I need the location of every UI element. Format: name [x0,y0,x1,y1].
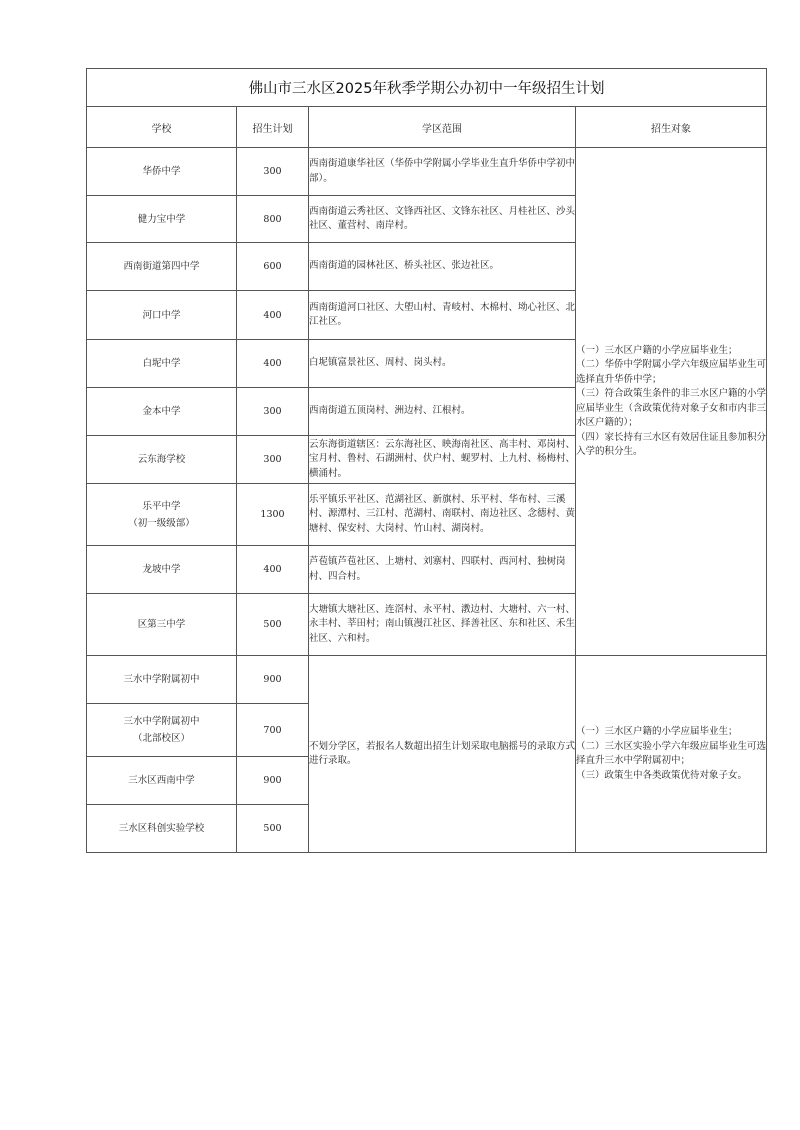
enrollment-target-upper [576,148,767,656]
district-scope: 西南街道五顶岗村、洲边村、江根村。 [309,388,576,436]
district-scope: 大塘镇大塘社区、连滘村、永平村、漖边村、大塘村、六一村、永丰村、莘田村；南山镇漫江社区、择善社区、东和社区、禾生社区、六和村。 [309,594,576,656]
plan-count: 300 [237,388,309,436]
school-name: 三水中学附属初中 [87,656,237,704]
plan-count: 300 [237,436,309,484]
enrollment-target-lower [576,656,767,853]
district-scope: 西南街道云秀社区、文锋西社区、文锋东社区、月桂社区、沙头社区、董营村、南岸村。 [309,196,576,243]
school-name: 华侨中学 [87,148,237,196]
district-scope: 西南街道河口社区、大塱山村、青岐村、木棉村、坳心社区、北江社区。 [309,291,576,340]
school-name: 三水区科创实验学校 [87,805,237,853]
district-scope: 乐平镇乐平社区、范湖社区、新旗村、乐平村、华布村、三溪村、源潭村、三江村、范湖村、南联村、南边社区、念德村、黄塘村、保安村、大岗村、竹山村、湖岗村。 [309,484,576,546]
school-name: 云东海学校 [87,436,237,484]
table-row [87,148,767,196]
header-school: 学校 [87,107,237,148]
target-item: （四）家长持有三水区有效居住证且参加积分入学的积分生。 [576,431,767,457]
header-plan: 招生计划 [237,107,309,148]
school-name: 金本中学 [87,388,237,436]
plan-count: 500 [237,805,309,853]
header-target: 招生对象 [576,107,767,148]
table-title: 佛山市三水区2025年秋季学期公办初中一年级招生计划 [87,69,767,107]
target-item: （一）三水区户籍的小学应届毕业生； [576,344,738,356]
plan-count: 700 [237,704,309,757]
school-name: 河口中学 [87,291,237,340]
plan-count: 400 [237,291,309,340]
school-name: 三水中学附属初中 （北部校区） [87,704,237,757]
plan-count: 500 [237,594,309,656]
target-item: （二）华侨中学附属小学六年级应届毕业生可选择直升华侨中学； [576,359,767,385]
school-name: 乐平中学 （初一级级部） [87,484,237,546]
target-item: （三）符合政策生条件的非三水区户籍的小学应届毕业生（含政策优待对象子女和市内非三水区户籍的）； [576,388,767,428]
school-name: 健力宝中学 [87,196,237,243]
school-name: 龙坡中学 [87,546,237,594]
school-name: 西南街道第四中学 [87,243,237,291]
school-name: 白坭中学 [87,340,237,388]
plan-count: 600 [237,243,309,291]
district-scope: 云东海街道辖区：云东海社区、映海南社区、高丰村、邓岗村、宝月村、鲁村、石湖洲村、伏户村、蚬罗村、上九村、杨梅村、横涌村。 [309,436,576,484]
district-scope: 西南街道的园林社区、桥头社区、张边社区。 [309,243,576,291]
header-district: 学区范围 [309,107,576,148]
target-item: （三）政策生中各类政策优待对象子女。 [576,769,748,781]
plan-count: 900 [237,757,309,805]
plan-count: 1300 [237,484,309,546]
district-scope: 白坭镇富景社区、周村、岗头村。 [309,340,576,388]
enrollment-plan-table [86,68,767,853]
district-scope: 西南街道康华社区（华侨中学附属小学毕业生直升华侨中学初中部）。 [309,148,576,196]
school-name: 区第三中学 [87,594,237,656]
plan-count: 400 [237,546,309,594]
table-row [87,656,767,704]
plan-count: 400 [237,340,309,388]
district-scope: 芦苞镇芦苞社区、上塘村、刘寨村、四联村、西河村、独树岗村、四合村。 [309,546,576,594]
school-name: 三水区西南中学 [87,757,237,805]
district-scope-shared: 不划分学区，若报名人数超出招生计划采取电脑摇号的录取方式进行录取。 [309,656,576,853]
school-sub-label: （北部校区） [132,733,190,744]
plan-count: 300 [237,148,309,196]
target-item: （一）三水区户籍的小学应届毕业生； [576,726,738,737]
plan-count: 800 [237,196,309,243]
target-item: （二）三水区实验小学六年级应届毕业生可选择直升三水中学附属初中； [576,740,767,766]
plan-count: 900 [237,656,309,704]
school-sub-label: （初一级级部） [128,517,195,529]
